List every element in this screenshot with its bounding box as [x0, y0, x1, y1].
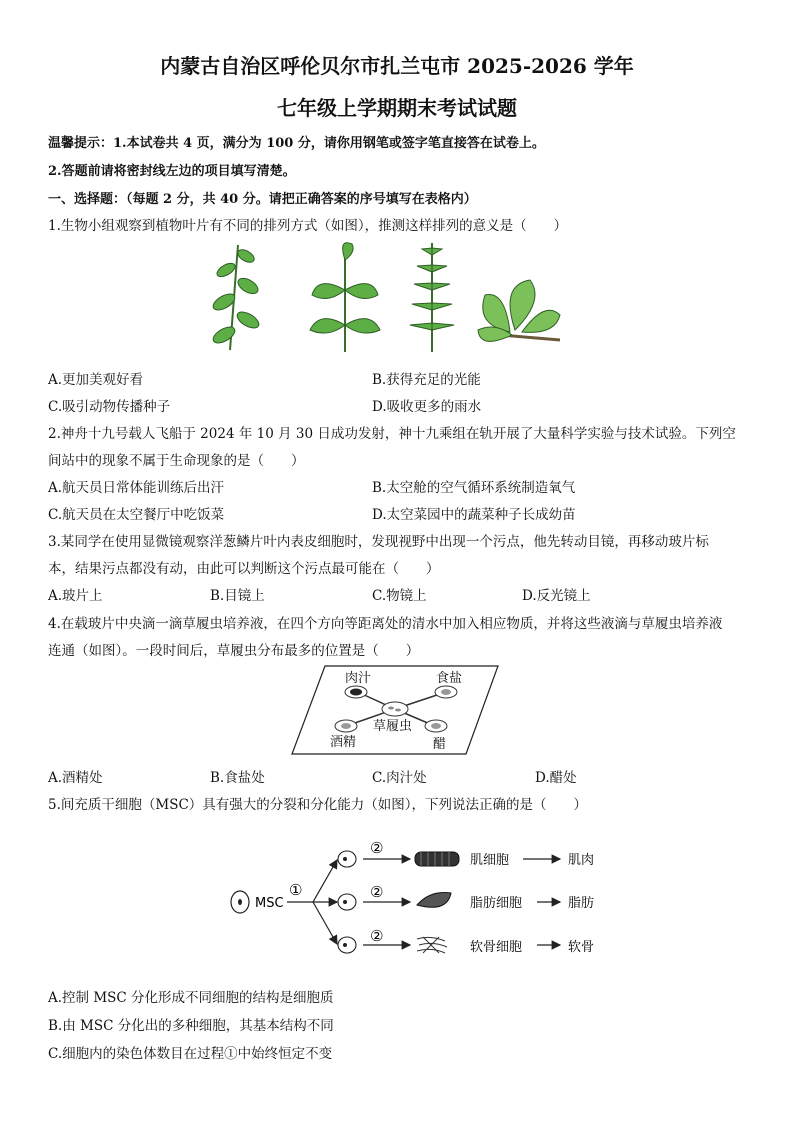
fat-cell-icon	[417, 893, 451, 908]
step2-label-row1: ②	[370, 839, 384, 857]
cartilage-cell-label: 软骨细胞	[470, 940, 523, 955]
step2-label-row3: ②	[370, 927, 384, 945]
muscle-tissue-label: 肌肉	[568, 853, 595, 868]
q2-option-d[interactable]: D.太空菜园中的蔬菜种子长成幼苗	[372, 507, 576, 523]
q5-option-a[interactable]: A.控制 MSC 分化形成不同细胞的结构是细胞质	[48, 990, 334, 1006]
tip-line-2: 2.答题前请将密封线左边的项目填写清楚。	[48, 164, 296, 179]
leaf-clustered-icon	[478, 280, 560, 341]
step1-label: ①	[289, 881, 303, 899]
q5-option-b[interactable]: B.由 MSC 分化出的多种细胞，其基本结构不同	[48, 1018, 334, 1034]
q2-stem-line1: 2.神舟十九号载人飞船于 2024 年 10 月 30 日成功发射，神十九乘组在轨开展了大量科学实验与技术试验。下列空	[48, 426, 736, 442]
q2-stem-line2: 间站中的现象不属于生命现象的是（ ）	[48, 453, 305, 469]
exam-title-line1: 内蒙古自治区呼伦贝尔市扎兰屯市 2025-2026 学年	[160, 54, 634, 78]
leaf-opposite-icon	[310, 243, 380, 352]
fat-tissue-label: 脂肪	[568, 896, 595, 911]
q2-option-a[interactable]: A.航天员日常体能训练后出汗	[48, 480, 225, 496]
step2-label-row2: ②	[370, 883, 384, 901]
label-paramecium: 草履虫	[373, 719, 413, 734]
msc-cell-icon	[231, 891, 249, 913]
label-salt: 食盐	[436, 671, 463, 686]
q2-option-c[interactable]: C.航天员在太空餐厅中吃饭菜	[48, 507, 225, 523]
q1-option-b[interactable]: B.获得充足的光能	[372, 372, 481, 388]
muscle-cell-label: 肌细胞	[470, 853, 510, 868]
q4-option-a[interactable]: A.酒精处	[48, 770, 103, 786]
label-alcohol: 酒精	[330, 735, 357, 750]
q4-option-c[interactable]: C.肉汁处	[372, 770, 427, 786]
paramecium-drop	[382, 702, 408, 716]
q3-option-d[interactable]: D.反光镜上	[522, 588, 591, 604]
q5-option-c[interactable]: C.细胞内的染色体数目在过程①中始终恒定不变	[48, 1046, 333, 1062]
q4-stem-line1: 4.在载玻片中央滴一滴草履虫培养液，在四个方向等距离处的清水中加入相应物质，并将这些液滴与草履虫培养液	[48, 616, 723, 632]
q3-stem-line1: 3.某同学在使用显微镜观察洋葱鳞片叶内表皮细胞时，发现视野中出现一个污点，他先转动目镜，再移动玻片标	[48, 534, 709, 550]
q3-stem-line2: 本，结果污点都没有动，由此可以判断这个污点最可能在（ ）	[48, 561, 440, 577]
label-vinegar: 醋	[433, 737, 447, 752]
q3-option-a[interactable]: A.玻片上	[48, 588, 103, 604]
tip-line-1: 温馨提示：1.本试卷共 4 页，满分为 100 分，请你用钢笔或签字笔直接答在试卷上。	[48, 136, 545, 151]
muscle-cell-icon	[415, 852, 459, 866]
label-meat-juice: 肉汁	[345, 671, 372, 686]
q4-option-b[interactable]: B.食盐处	[210, 770, 265, 786]
leaf-alternate-icon	[211, 245, 262, 350]
q5-differentiation-figure	[225, 835, 615, 965]
q1-leaf-figure	[200, 240, 570, 355]
q4-slide-figure	[290, 664, 500, 756]
cartilage-tissue-label: 软骨	[568, 940, 595, 955]
fat-cell-label: 脂肪细胞	[470, 896, 523, 911]
q4-option-d[interactable]: D.醋处	[535, 770, 577, 786]
q1-option-d[interactable]: D.吸收更多的雨水	[372, 399, 482, 415]
q1-stem: 1.生物小组观察到植物叶片有不同的排列方式（如图），推测这样排列的意义是（ ）	[48, 218, 568, 234]
q4-stem-line2: 连通（如图）。一段时间后，草履虫分布最多的位置是（ ）	[48, 643, 420, 659]
q1-option-c[interactable]: C.吸引动物传播种子	[48, 399, 171, 415]
q1-option-a[interactable]: A.更加美观好看	[48, 372, 144, 388]
q3-option-b[interactable]: B.目镜上	[210, 588, 265, 604]
q3-option-c[interactable]: C.物镜上	[372, 588, 427, 604]
cartilage-cell-icon	[417, 937, 447, 953]
q2-option-b[interactable]: B.太空舱的空气循环系统制造氧气	[372, 480, 576, 496]
msc-label: MSC	[255, 896, 284, 911]
section-heading: 一、选择题：（每题 2 分，共 40 分。请把正确答案的序号填写在表格内）	[48, 192, 477, 207]
leaf-whorled-icon	[410, 243, 454, 352]
q5-stem: 5.间充质干细胞（MSC）具有强大的分裂和分化能力（如图），下列说法正确的是（ ）	[48, 797, 588, 813]
exam-title-line2: 七年级上学期期末考试试题	[277, 96, 517, 120]
